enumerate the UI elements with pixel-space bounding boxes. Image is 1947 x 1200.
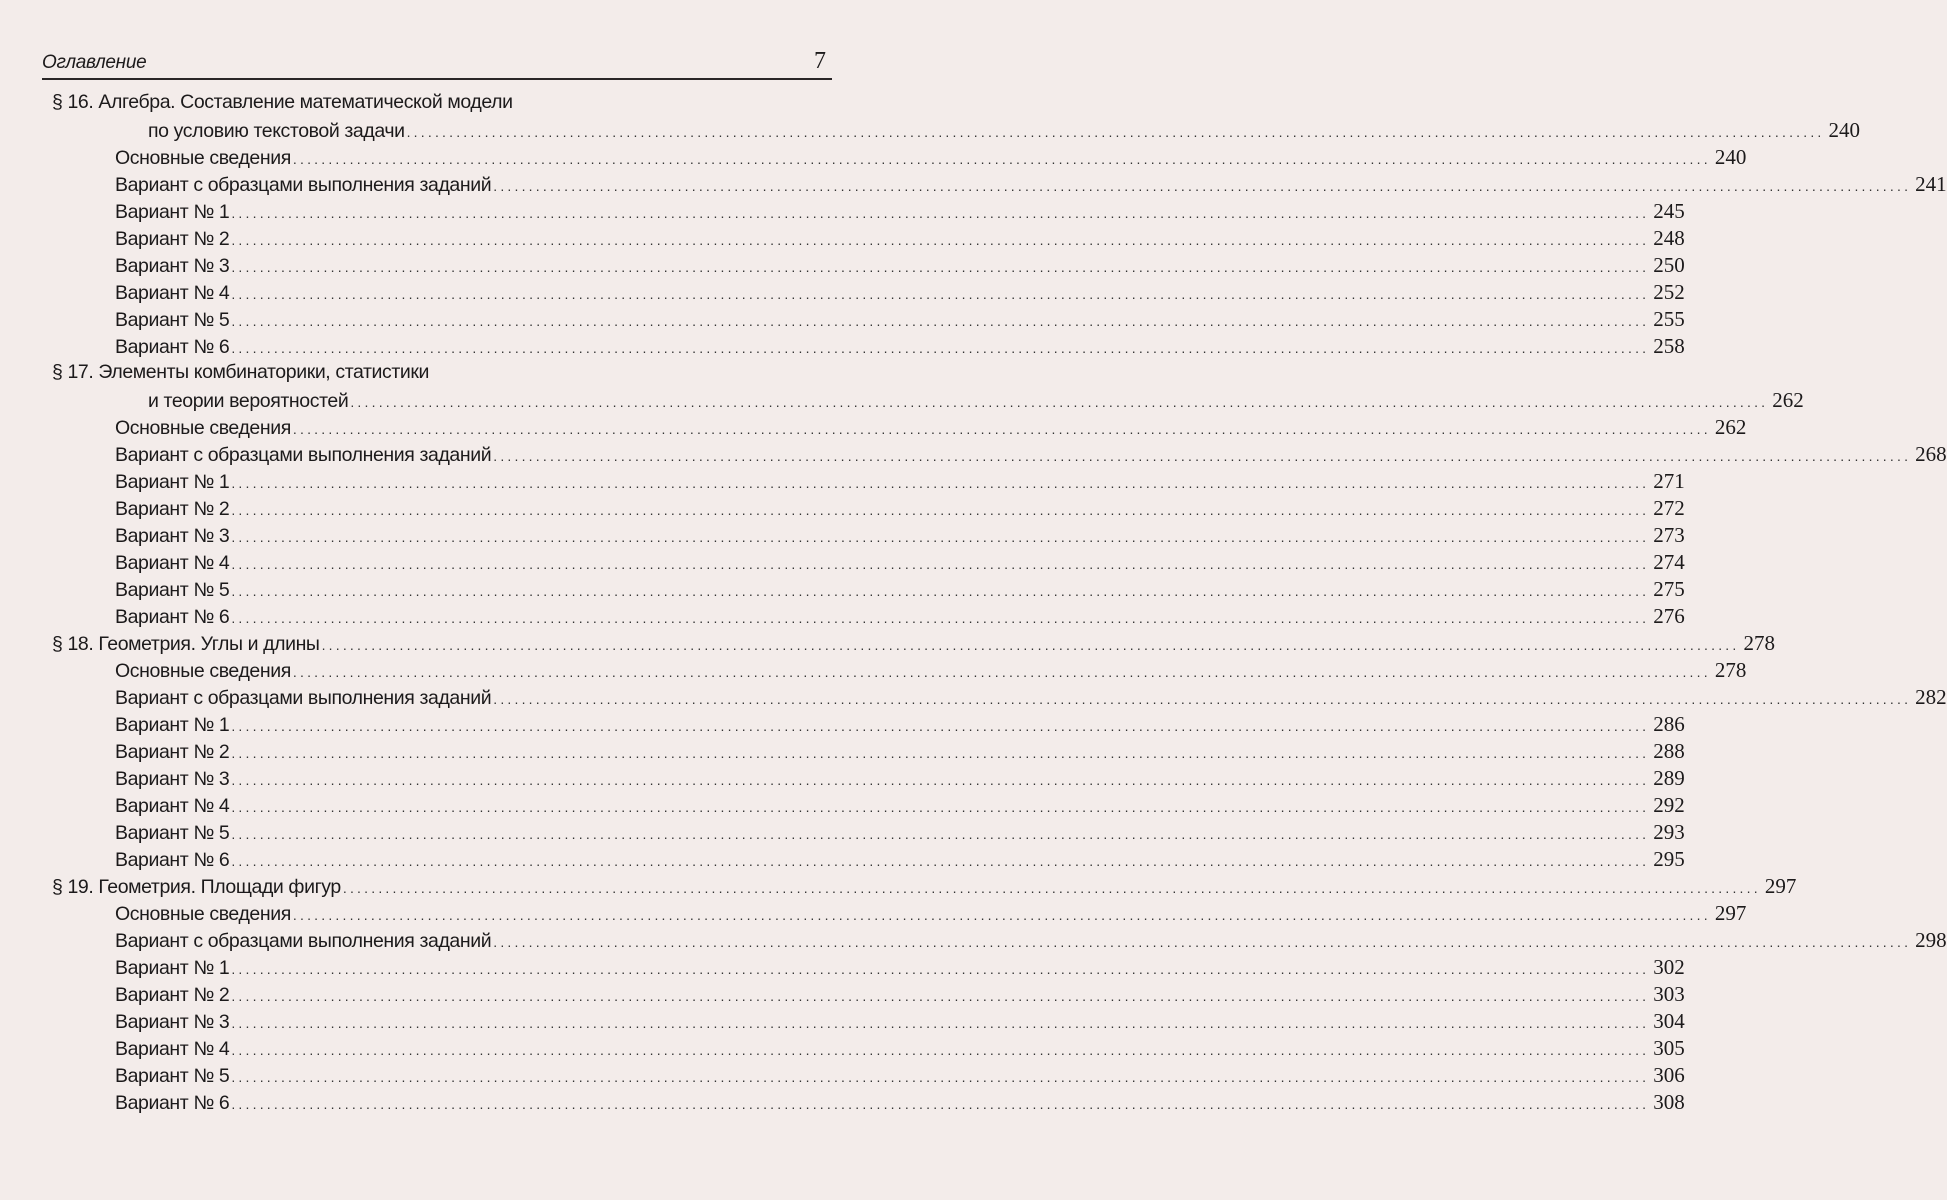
toc-entry-page: 297: [1714, 901, 1747, 925]
dot-leader: ........................................................................................................................................................................................................: [231, 1069, 1650, 1085]
dot-leader: ........................................................................................................................................................................................................: [231, 1096, 1650, 1112]
toc-entry: [115, 469, 1685, 496]
toc-entry-title: Вариант № 1: [115, 471, 230, 493]
toc-entry: [115, 1009, 1685, 1036]
dot-leader: ........................................................................................................................................................................................................: [231, 232, 1650, 248]
toc-entry: [115, 523, 1685, 550]
dot-leader: ........................................................................................................................................................................................................: [292, 421, 1711, 437]
dot-leader: ........................................................................................................................................................................................................: [321, 637, 1740, 653]
toc-entry-title: § 16. Алгебра. Составление математической модели: [52, 91, 513, 113]
dot-leader: ........................................................................................................................................................................................................: [231, 826, 1650, 842]
toc-entry: [115, 550, 1685, 577]
toc-entry-title: Вариант № 4: [115, 795, 230, 817]
toc-entry: [115, 685, 1947, 712]
toc-section-heading: [52, 631, 1775, 658]
toc-entry-page: 293: [1653, 820, 1685, 844]
toc-entry-title: Вариант № 4: [115, 282, 230, 304]
toc-entry-title: Вариант № 2: [115, 741, 230, 763]
toc-entry-page: 288: [1653, 739, 1685, 763]
dot-leader: ........................................................................................................................................................................................................: [231, 961, 1650, 977]
dot-leader: ........................................................................................................................................................................................................: [493, 448, 1912, 464]
toc-entry: [115, 928, 1947, 955]
dot-leader: ........................................................................................................................................................................................................: [231, 1015, 1650, 1031]
toc-entry-page: 255: [1653, 307, 1685, 331]
toc-entry-title: Вариант № 6: [115, 1092, 230, 1114]
dot-leader: ........................................................................................................................................................................................................: [342, 880, 1761, 896]
toc-entry: [115, 739, 1685, 766]
toc-entry-title: Вариант с образцами выполнения заданий: [115, 687, 492, 709]
toc-entry-page: 271: [1653, 469, 1685, 493]
toc-entry-title: Вариант с образцами выполнения заданий: [115, 174, 492, 196]
dot-leader: ........................................................................................................................................................................................................: [231, 205, 1650, 221]
dot-leader: ........................................................................................................................................................................................................: [231, 799, 1650, 815]
toc-entry: [115, 442, 1947, 469]
dot-leader: ........................................................................................................................................................................................................: [231, 853, 1650, 869]
toc-entry-title: Основные сведения: [115, 903, 291, 925]
toc-entry: [115, 415, 1747, 442]
toc-entry-title: Основные сведения: [115, 147, 291, 169]
dot-leader: ........................................................................................................................................................................................................: [231, 745, 1650, 761]
toc-entry: [115, 280, 1685, 307]
toc-entry-page: 245: [1653, 199, 1685, 223]
toc-entry: [115, 1063, 1685, 1090]
toc-entry-title: Вариант № 4: [115, 1038, 230, 1060]
dot-leader: ........................................................................................................................................................................................................: [350, 394, 1769, 410]
toc-entry: [115, 1036, 1685, 1063]
dot-leader: ........................................................................................................................................................................................................: [231, 259, 1650, 275]
toc-entry-page: 289: [1653, 766, 1685, 790]
toc-entry-title: Вариант № 6: [115, 336, 230, 358]
running-header: [42, 48, 832, 80]
dot-leader: ........................................................................................................................................................................................................: [493, 178, 1912, 194]
dot-leader: ........................................................................................................................................................................................................: [231, 718, 1650, 734]
toc-entry-page: 297: [1764, 874, 1797, 898]
toc-entry-page: 286: [1653, 712, 1685, 736]
toc-entry-title: Основные сведения: [115, 660, 291, 682]
dot-leader: ........................................................................................................................................................................................................: [493, 691, 1912, 707]
toc-entry-title: Вариант с образцами выполнения заданий: [115, 444, 492, 466]
toc-entry-title: Вариант № 2: [115, 228, 230, 250]
running-header-title: Оглавление: [42, 52, 147, 73]
toc-entry-page: 248: [1653, 226, 1685, 250]
toc-entry-title: Вариант № 5: [115, 579, 230, 601]
dot-leader: ........................................................................................................................................................................................................: [493, 934, 1912, 950]
toc-entry-page: 306: [1653, 1063, 1685, 1087]
toc-entry-page: 272: [1653, 496, 1685, 520]
toc-entry: [148, 388, 1804, 415]
toc-entry: [115, 577, 1685, 604]
toc-entry-page: 298: [1915, 928, 1947, 952]
toc-entry-title: Вариант № 5: [115, 309, 230, 331]
toc-entry-title: и теории вероятностей: [148, 390, 349, 412]
toc-entry-page: 302: [1653, 955, 1685, 979]
toc-entry-page: 240: [1714, 145, 1747, 169]
toc-entry: [148, 118, 1861, 145]
toc-entry: [115, 1090, 1685, 1117]
dot-leader: ........................................................................................................................................................................................................: [231, 475, 1650, 491]
toc-entry-title: Вариант № 3: [115, 525, 230, 547]
toc-entry-page: 292: [1653, 793, 1685, 817]
toc-entry-page: 278: [1714, 658, 1747, 682]
toc-entry: [115, 766, 1685, 793]
toc-entry: [115, 307, 1685, 334]
toc-entry-title: Вариант № 4: [115, 552, 230, 574]
toc-entry-title: Вариант № 3: [115, 1011, 230, 1033]
toc-entry: [115, 496, 1685, 523]
dot-leader: ........................................................................................................................................................................................................: [231, 286, 1650, 302]
toc-entry-page: 273: [1653, 523, 1685, 547]
toc-entry-title: § 18. Геометрия. Углы и длины: [52, 633, 320, 655]
toc-entry: [115, 955, 1685, 982]
toc-entry-page: 241: [1915, 172, 1947, 196]
toc-entry: [115, 172, 1947, 199]
toc-entry-title: Вариант № 1: [115, 201, 230, 223]
toc-entry-page: 240: [1828, 118, 1861, 142]
dot-leader: ........................................................................................................................................................................................................: [292, 664, 1711, 680]
toc-entry: [115, 793, 1685, 820]
toc-entry: [115, 847, 1685, 874]
dot-leader: ........................................................................................................................................................................................................: [231, 583, 1650, 599]
dot-leader: ........................................................................................................................................................................................................: [231, 340, 1650, 356]
toc-entry: [115, 253, 1685, 280]
toc-entry-page: 250: [1653, 253, 1685, 277]
toc-entry: [115, 820, 1685, 847]
toc-entry-title: Вариант № 3: [115, 255, 230, 277]
toc-entry-title: Вариант № 3: [115, 768, 230, 790]
page-number: 7: [814, 48, 826, 74]
toc-entry-title: Вариант № 2: [115, 498, 230, 520]
dot-leader: ........................................................................................................................................................................................................: [231, 988, 1650, 1004]
toc-entry-page: 282: [1915, 685, 1947, 709]
toc-entry-page: 274: [1653, 550, 1685, 574]
toc-entry: [115, 226, 1685, 253]
toc-entry-page: 303: [1653, 982, 1685, 1006]
toc-entry-title: Вариант с образцами выполнения заданий: [115, 930, 492, 952]
toc-entry-page: 258: [1653, 334, 1685, 358]
dot-leader: ........................................................................................................................................................................................................: [292, 151, 1711, 167]
dot-leader: ........................................................................................................................................................................................................: [231, 1042, 1650, 1058]
toc-entry-title: по условию текстовой задачи: [148, 120, 405, 142]
dot-leader: ........................................................................................................................................................................................................: [231, 502, 1650, 518]
toc-entry-page: 305: [1653, 1036, 1685, 1060]
toc-entry-page: 252: [1653, 280, 1685, 304]
toc-entry-title: Основные сведения: [115, 417, 291, 439]
toc-entry-title: § 17. Элементы комбинаторики, статистики: [52, 361, 430, 383]
toc-entry: [115, 982, 1685, 1009]
toc-entry: [115, 604, 1685, 631]
dot-leader: ........................................................................................................................................................................................................: [231, 529, 1650, 545]
toc-section-heading: [52, 874, 1797, 901]
toc-entry-page: 276: [1653, 604, 1685, 628]
dot-leader: ........................................................................................................................................................................................................: [231, 772, 1650, 788]
toc-entry: [115, 199, 1685, 226]
toc-entry-title: Вариант № 2: [115, 984, 230, 1006]
toc-entry: [115, 334, 1685, 361]
toc-section-heading: [52, 91, 830, 118]
toc-entry-title: Вариант № 5: [115, 822, 230, 844]
toc-entry: [115, 712, 1685, 739]
toc-entry-page: 304: [1653, 1009, 1685, 1033]
toc-entry-title: Вариант № 6: [115, 849, 230, 871]
dot-leader: ........................................................................................................................................................................................................: [231, 313, 1650, 329]
toc-entry-page: 268: [1915, 442, 1947, 466]
toc-entry-title: Вариант № 5: [115, 1065, 230, 1087]
toc-entry-title: Вариант № 1: [115, 957, 230, 979]
dot-leader: ........................................................................................................................................................................................................: [406, 124, 1825, 140]
toc-entry-page: 262: [1772, 388, 1804, 412]
toc-entry-title: § 19. Геометрия. Площади фигур: [52, 876, 341, 898]
toc-section-heading: [52, 361, 830, 388]
toc-entry-page: 308: [1653, 1090, 1685, 1114]
dot-leader: ........................................................................................................................................................................................................: [292, 907, 1711, 923]
toc-entry: [115, 658, 1747, 685]
dot-leader: ........................................................................................................................................................................................................: [231, 556, 1650, 572]
toc-entry-page: 278: [1743, 631, 1775, 655]
toc-entry: [115, 901, 1747, 928]
dot-leader: ........................................................................................................................................................................................................: [231, 610, 1650, 626]
toc-entry: [115, 145, 1747, 172]
toc-entry-title: Вариант № 1: [115, 714, 230, 736]
toc-entry-page: 295: [1653, 847, 1685, 871]
toc-entry-page: 275: [1653, 577, 1685, 601]
toc-entry-title: Вариант № 6: [115, 606, 230, 628]
toc-entry-page: 262: [1714, 415, 1747, 439]
